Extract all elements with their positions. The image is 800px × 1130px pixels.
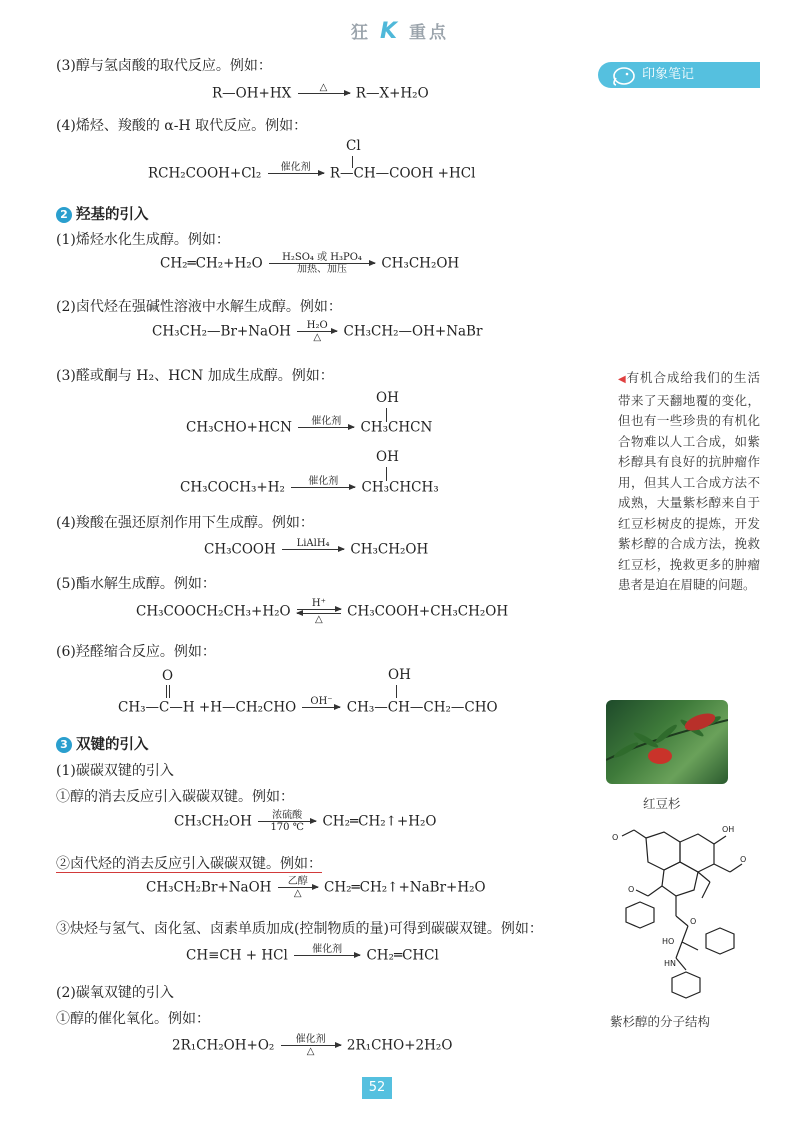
eq4-condition-top: H₂O (306, 320, 328, 331)
eq6-right: CH₃CHCH₃ (361, 479, 439, 496)
equation-13 (172, 1034, 452, 1058)
eq11-condition-bottom: △ (293, 888, 302, 899)
section-3-title: 双键的引入 (76, 737, 149, 753)
eq13-left: 2R₁CH₂OH+O₂ (172, 1037, 275, 1054)
eq12-condition: 催化剂 (312, 944, 343, 955)
eq10-condition-bottom: 170 ℃ (270, 822, 304, 833)
section-2-heading (56, 203, 149, 224)
header-brand (0, 18, 800, 44)
eq13-condition-bottom: △ (306, 1046, 315, 1057)
side-note (618, 368, 760, 596)
eq9-right: CH₃—CH—CH₂—CHO (346, 699, 498, 716)
eq5-condition: 催化剂 (311, 416, 342, 427)
s2-item-2: (2)卤代烃在强碱性溶液中水解生成醇。例如： (56, 299, 342, 315)
eq3-right: CH₃CH₂OH (381, 255, 460, 272)
brand-right: 重点 (408, 23, 449, 43)
eq13-condition-top: 催化剂 (295, 1034, 326, 1045)
yew-branch-image (606, 700, 728, 784)
section-2-title: 羟基的引入 (76, 207, 149, 223)
s2-item-6: (6)羟醛缩合反应。例如： (56, 644, 216, 660)
eq3-condition-bottom: 加热、加压 (297, 264, 348, 275)
eq4-left: CH₃CH₂—Br+NaOH (152, 323, 291, 340)
page-number: 52 (362, 1077, 392, 1099)
eq10-left: CH₃CH₂OH (174, 813, 252, 830)
eq6-left: CH₃COCH₃+H₂ (180, 479, 285, 496)
eq3-left: CH₂═CH₂+H₂O (160, 255, 263, 272)
elephant-icon (610, 64, 636, 86)
eq2-left: RCH₂COOH+Cl₂ (148, 165, 262, 182)
eq5-left: CH₃CHO+HCN (186, 419, 292, 436)
eq6-condition: 催化剂 (308, 476, 339, 487)
eq1-right: R—X+H₂O (355, 85, 429, 102)
s2-item-1: (1)烯烃水化生成醇。例如： (56, 232, 230, 248)
eq12-right: CH₂═CHCl (366, 947, 439, 964)
s2-item-3: (3)醛或酮与 H₂、HCN 加成生成醇。例如： (56, 368, 334, 384)
section-3-number: 3 (56, 737, 72, 753)
eq11-condition-top: 乙醇 (287, 876, 308, 887)
s3-case-1: ①醇的消去反应引入碳碳双键。例如： (56, 789, 294, 805)
equation-3 (160, 252, 459, 276)
svg-text:HO: HO (662, 937, 675, 946)
s3-item-2: (2)碳氧双键的引入 (56, 985, 174, 1001)
eq9-left: CH₃—C—H +H—CH₂CHO (118, 699, 297, 716)
structure-caption: 紫杉醇的分子结构 (610, 1014, 711, 1029)
equation-12 (186, 944, 439, 968)
eq8-condition-bottom: △ (315, 614, 323, 625)
s2-item-4: (4)羧酸在强还原剂作用下生成醇。例如： (56, 515, 314, 531)
svg-text:O: O (690, 917, 697, 926)
eq1-left: R—OH+HX (212, 85, 292, 102)
photo-caption: 红豆杉 (643, 796, 681, 811)
section-2-number: 2 (56, 207, 72, 223)
svg-text:HN: HN (664, 959, 676, 968)
eq4-condition-bottom: △ (313, 332, 322, 343)
eq1-condition: △ (319, 82, 328, 93)
eq11-left: CH₃CH₂Br+NaOH (146, 879, 272, 896)
eq7-condition: LiAlH₄ (296, 538, 330, 549)
svg-text:O: O (628, 885, 635, 894)
taxol-structure-diagram (606, 820, 756, 1005)
s3-item-1: (1)碳碳双键的引入 (56, 763, 174, 779)
triangle-marker-icon: ◀ (618, 374, 627, 385)
side-note-text: 有机合成给我们的生活带来了天翻地覆的变化，但也有一些珍贵的有机化合物难以人工合成，如紫杉醇具有良好的抗肿瘤作用，但其人工合成方法不成熟，大量紫杉醇来自于红豆杉树皮的提炼，开发紫杉醇的合成方法，挽救红豆杉，挽救更多的肿瘤患者是迫在眉睫的问题。 (618, 370, 760, 592)
item-3: (3)醇与氢卤酸的取代反应。例如： (56, 58, 272, 74)
equation-9 (118, 696, 498, 720)
equation-8 (136, 598, 508, 626)
equation-7 (204, 538, 428, 562)
equation-5 (186, 416, 432, 440)
eq10-right: CH₂═CH₂↑+H₂O (322, 813, 437, 830)
svg-text:OH: OH (722, 825, 735, 834)
eq7-right: CH₃CH₂OH (350, 541, 429, 558)
eq13-right: 2R₁CHO+2H₂O (346, 1037, 453, 1054)
svg-text:O: O (612, 833, 619, 842)
equation-11 (146, 876, 486, 900)
eq5-oh: OH (376, 390, 399, 406)
equation-1 (212, 82, 429, 106)
section-3-heading (56, 733, 149, 754)
eq8-condition-top: H⁺ (311, 598, 326, 609)
s2-item-5: (5)酯水解生成醇。例如： (56, 576, 216, 592)
equation-6 (180, 476, 439, 500)
brand-left: 狂 (351, 23, 372, 43)
svg-text:O: O (740, 855, 747, 864)
eq9-condition: OH⁻ (310, 696, 333, 707)
s3-case-4: ①醇的催化氧化。例如： (56, 1011, 210, 1027)
eq8-right: CH₃COOH+CH₃CH₂OH (347, 603, 509, 620)
equation-2 (148, 162, 475, 186)
eq2-cl: Cl (346, 138, 361, 154)
brand-k: K (379, 19, 401, 44)
item-4: (4)烯烃、羧酸的 α-H 取代反应。例如： (56, 118, 308, 134)
s3-case-2 (56, 853, 322, 873)
s3-case-3: ③炔烃与氢气、卤化氢、卤素单质加成(控制物质的量)可得到碳碳双键。例如： (56, 921, 543, 937)
eq8-left: CH₃COOCH₂CH₃+H₂O (136, 603, 291, 620)
equation-10 (174, 810, 437, 834)
eq9-oh: OH (388, 667, 411, 683)
equation-4 (152, 320, 482, 344)
eq11-right: CH₂═CH₂↑+NaBr+H₂O (324, 879, 486, 896)
yew-photo (606, 700, 728, 784)
eq10-condition-top: 浓硫酸 (272, 810, 303, 821)
eq4-right: CH₃CH₂—OH+NaBr (343, 323, 483, 340)
eq9-o: O (162, 668, 174, 684)
eq2-condition: 催化剂 (280, 162, 311, 173)
eq2-right: R—CH—COOH +HCl (329, 165, 476, 182)
s3-case-2-text: ②卤代烃的消去反应引入碳碳双键。例如： (56, 856, 322, 872)
eq3-condition-top: H₂SO₄ 或 H₃PO₄ (282, 252, 362, 263)
eq6-oh: OH (376, 449, 399, 465)
eq7-left: CH₃COOH (204, 541, 276, 558)
eq5-right: CH₃CHCN (360, 419, 433, 436)
sidebar-tab-label: 印象笔记 (642, 67, 695, 82)
eq12-left: CH≡CH + HCl (186, 947, 288, 964)
sidebar-tab (598, 62, 760, 88)
